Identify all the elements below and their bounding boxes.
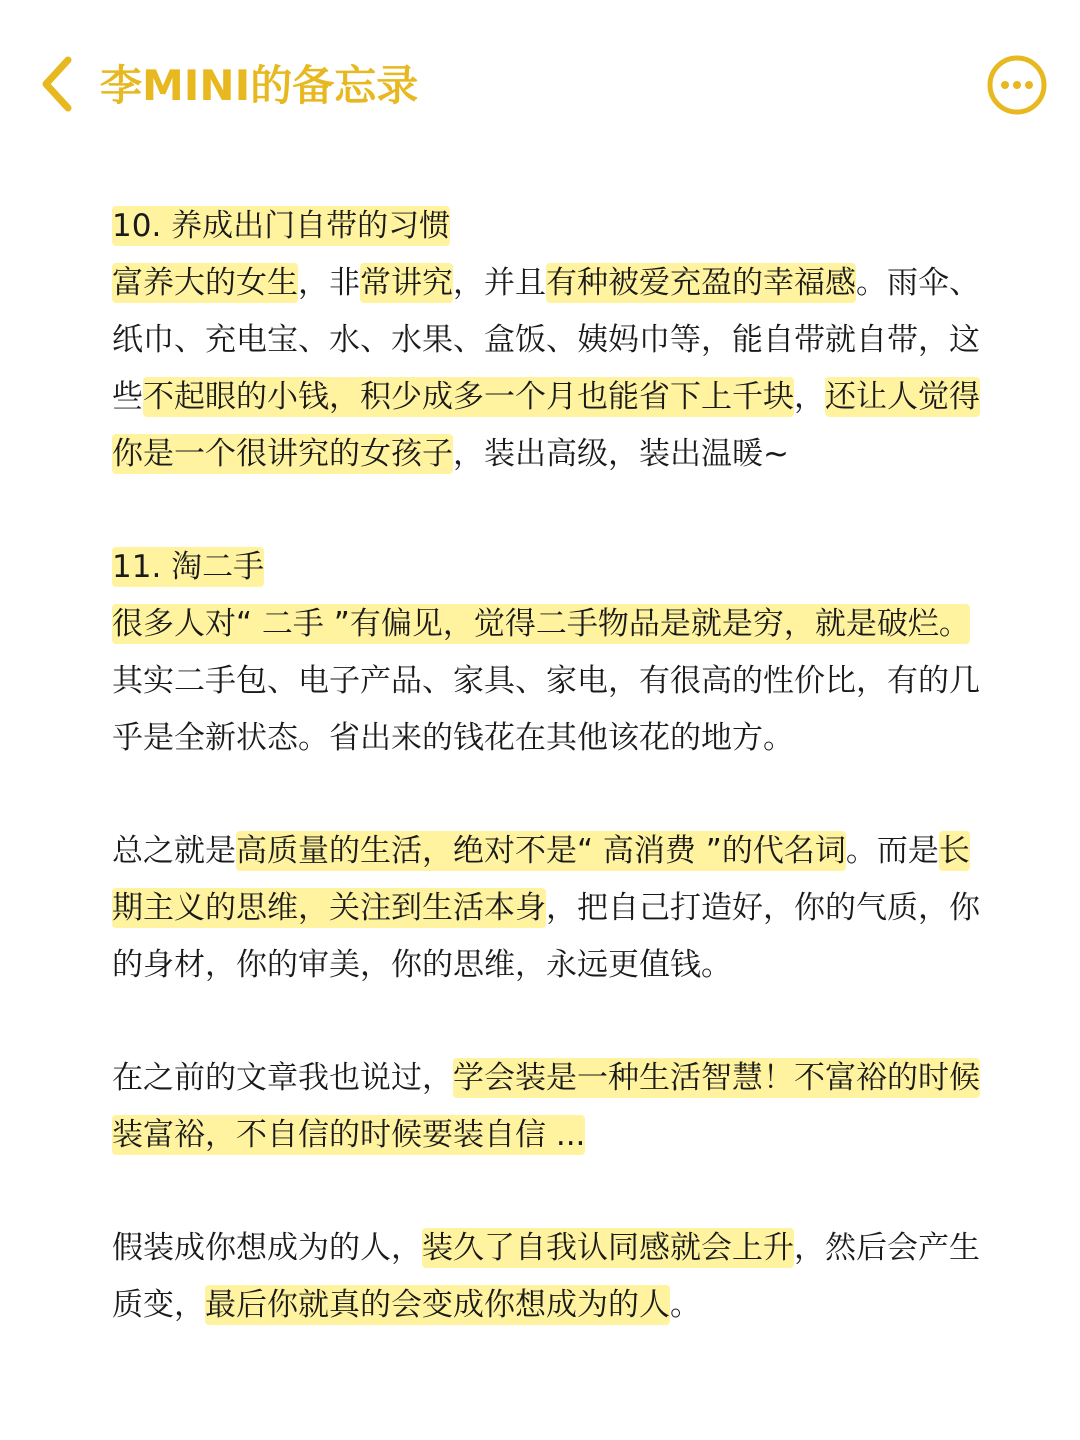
nav-header <box>0 0 1080 170</box>
section-10-heading: 10. 养成出门自带的习惯 <box>112 208 451 244</box>
section-11 <box>112 539 992 767</box>
ellipsis-circle-icon <box>986 54 1048 116</box>
wisdom-paragraph: 在之前的文章我也说过，学会装是一种生活智慧！不富裕的时候装富裕，不自信的时候要装自信 ... <box>112 1060 980 1153</box>
closing-paragraph: 假装成你想成为的人，装久了自我认同感就会上升，然后会产生质变，最后你就真的会变成你想成为的人。 <box>112 1230 980 1323</box>
section-10-body: 富养大的女生，非常讲究，并且有种被爱充盈的幸福感。雨伞、纸巾、充电宝、水、水果、盒饭、姨妈巾等，能自带就自带，这些不起眼的小钱，积少成多一个月也能省下上千块，还让人觉得你是一个很讲究的女孩子，装出高级，装出温暖~ <box>112 265 980 472</box>
section-11-heading: 11. 淘二手 <box>112 549 265 585</box>
memo-content <box>112 198 992 1390</box>
section-11-body: 很多人对“ 二手 ”有偏见，觉得二手物品是就是穷，就是破烂。其实二手包、电子产品、家具、家电，有很高的性价比，有的几乎是全新状态。省出来的钱花在其他该花的地方。 <box>112 606 980 756</box>
summary-paragraph: 总之就是高质量的生活，绝对不是“ 高消费 ”的代名词。而是长期主义的思维，关注到生活本身，把自己打造好，你的气质，你的身材，你的审美，你的思维，永远更值钱。 <box>112 833 980 983</box>
section-10 <box>112 198 992 483</box>
chevron-left-icon <box>36 52 80 116</box>
page-title: 李MINI的备忘录 <box>100 61 419 110</box>
back-button[interactable] <box>36 52 80 116</box>
more-options-button[interactable] <box>986 54 1048 116</box>
